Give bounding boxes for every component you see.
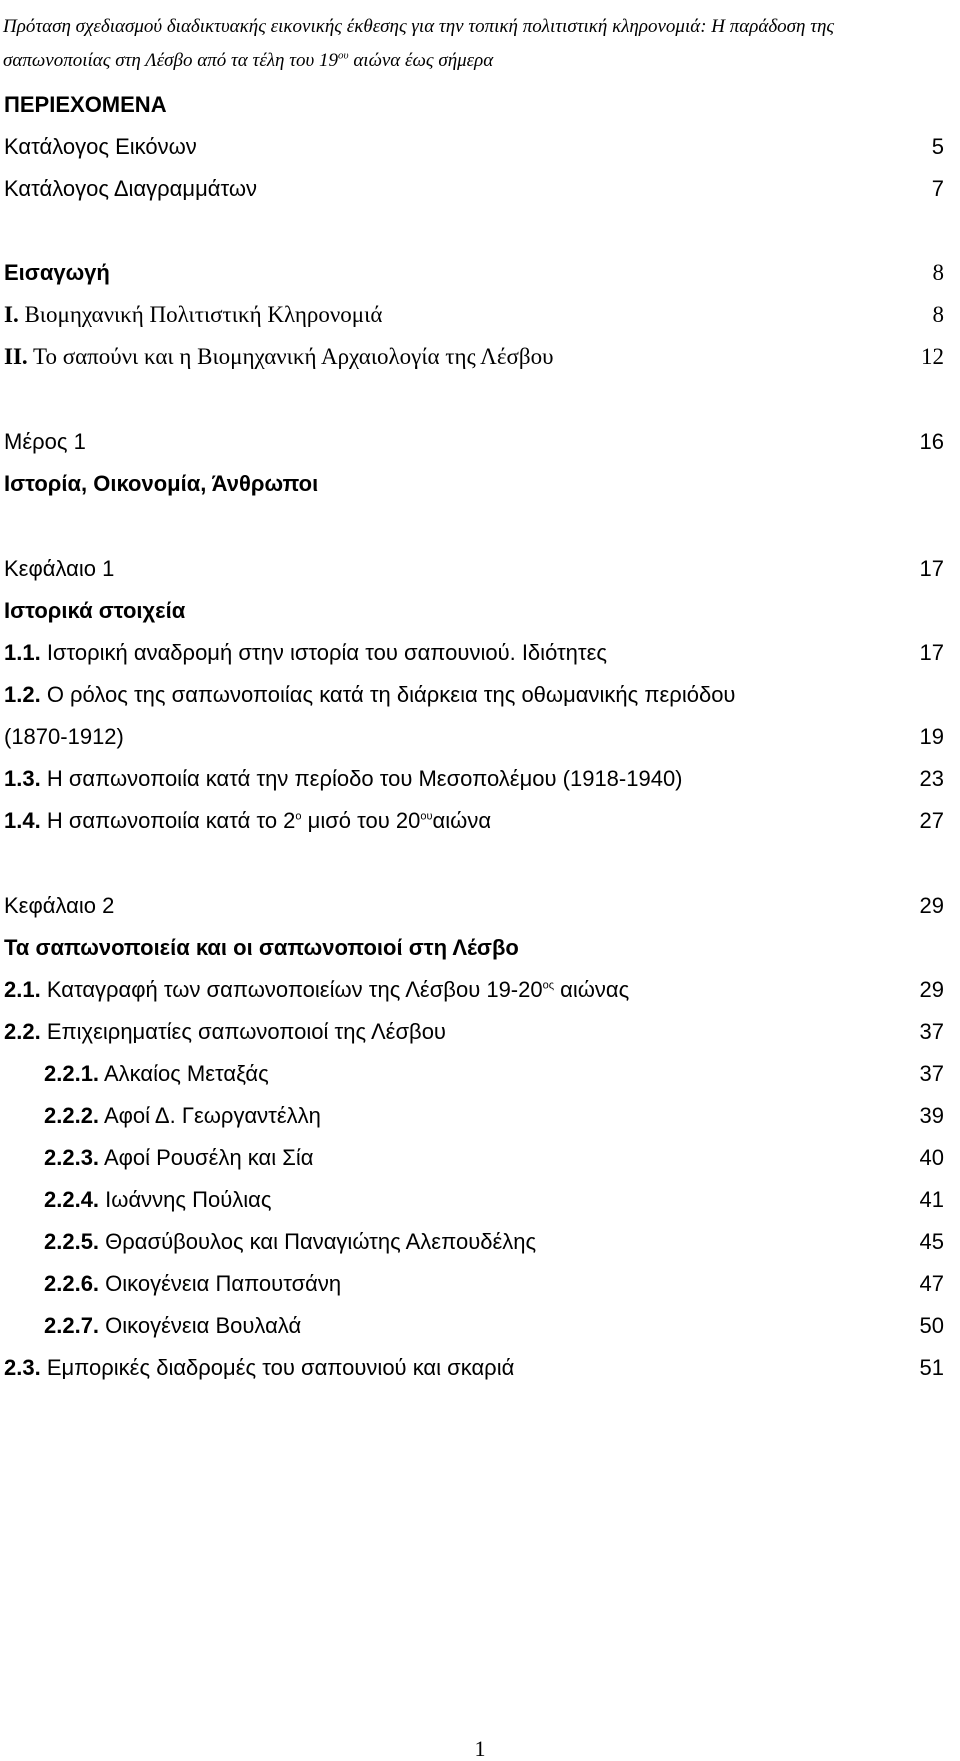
page-number: 8 (932, 260, 944, 285)
table-of-contents: ΠΕΡΙΕΧΟΜΕΝΑ Κατάλογος Εικόνων 5 Κατάλογος Διαγραμμάτων 7 Εισαγωγή 8 Ι. Βιομηχανική Πολιτιστική Κληρονομιά 8 ΙΙ. Το σαπούνι και η Βιομηχανική Αρχαιολογία της Λέσβου 12 Μέρος 1 16 Ιστορία, Οικονομία, Άνθρωποι Κεφάλαιο 1 17 Ιστορικά στοιχεία 1.1. Ιστορική αναδρομή στην ιστορία του σαπουνιού. Ιδιότητες 17 1.2. Ο ρόλος της σαπωνοποιίας κατά τη διάρκεια της οθωμανικής περιόδου (1870-1912) 19 1.3. Η σαπωνοποιία κατά την περίοδο του Μεσοπολέμου (1918-1940) 23 1.4. Η σαπωνοποιία κατά το $2^o$ μισό του $20^{o\upsilon}\alpha\iota ώ\nu\alpha$ 27 Κεφάλαιο 2 29 Τα σαπωνοποιεία και οι σαπωνοποιοί στη Λέσβο 2.1. Καταγραφή των σαπωνοποιείων της Λέσβου $19-20^{o\varsigma}$ αιώνας 29 2.2. Επιχειρηματίες σαπωνοποιοί της Λέσβου 37 2.2.1. Αλκαίος Μεταξάς 37 2.2.2. Αφοί Δ. Γεωργαντέλλη 39 2.2.3. Αφοί Ρουσέλη και Σία 40 2.2.4. Ιωάννης Πούλιας 41 2.2.5. Θρασύβουλος και Παναγιώτης Αλεπουδέλης 45 2.2.6. Οικογένεια Παπουτσάνη 47 2.2.7. Οικογένεια Βουλαλά 50 2.3. Εμπορικές διαδρομές του σαπουνιού και σκαριά 51 (4, 0, 944, 1761)
page-footer-number: 1 (474, 1736, 486, 1761)
page-number: 12 (921, 344, 944, 369)
page-number: 17 (919, 640, 944, 665)
page-number: 40 (919, 1145, 944, 1170)
page-number: 19 (919, 724, 944, 749)
page-number: 37 (919, 1019, 944, 1044)
header-line-2: σαπωνοποιίας στη Λέσβο από τα τέλη του $19^{o\upsilon}$ αιώνα έως σήμερα (3, 49, 494, 71)
page-number: 23 (919, 766, 944, 791)
page-number: 29 (919, 977, 944, 1002)
page-number: 50 (919, 1313, 944, 1338)
header-line-1: Πρόταση σχεδιασμού διαδικτυακής εικονικής έκθεσης για την τοπική πολιτιστική κληρονομιά: Η παράδοση της (3, 16, 835, 37)
page-number: 51 (919, 1355, 944, 1380)
page-number: 7 (931, 176, 944, 201)
page-number: 5 (931, 134, 944, 159)
page-number: 47 (919, 1271, 944, 1296)
page-number: 41 (919, 1187, 944, 1212)
page-number: 29 (919, 893, 944, 918)
page-number: 39 (919, 1103, 944, 1128)
page-number: 17 (919, 556, 944, 581)
page-number: 37 (919, 1061, 944, 1086)
page-number: 27 (919, 808, 944, 833)
page-number: 8 (932, 302, 944, 327)
page-number: 16 (919, 429, 944, 454)
page-number: 45 (919, 1229, 944, 1254)
